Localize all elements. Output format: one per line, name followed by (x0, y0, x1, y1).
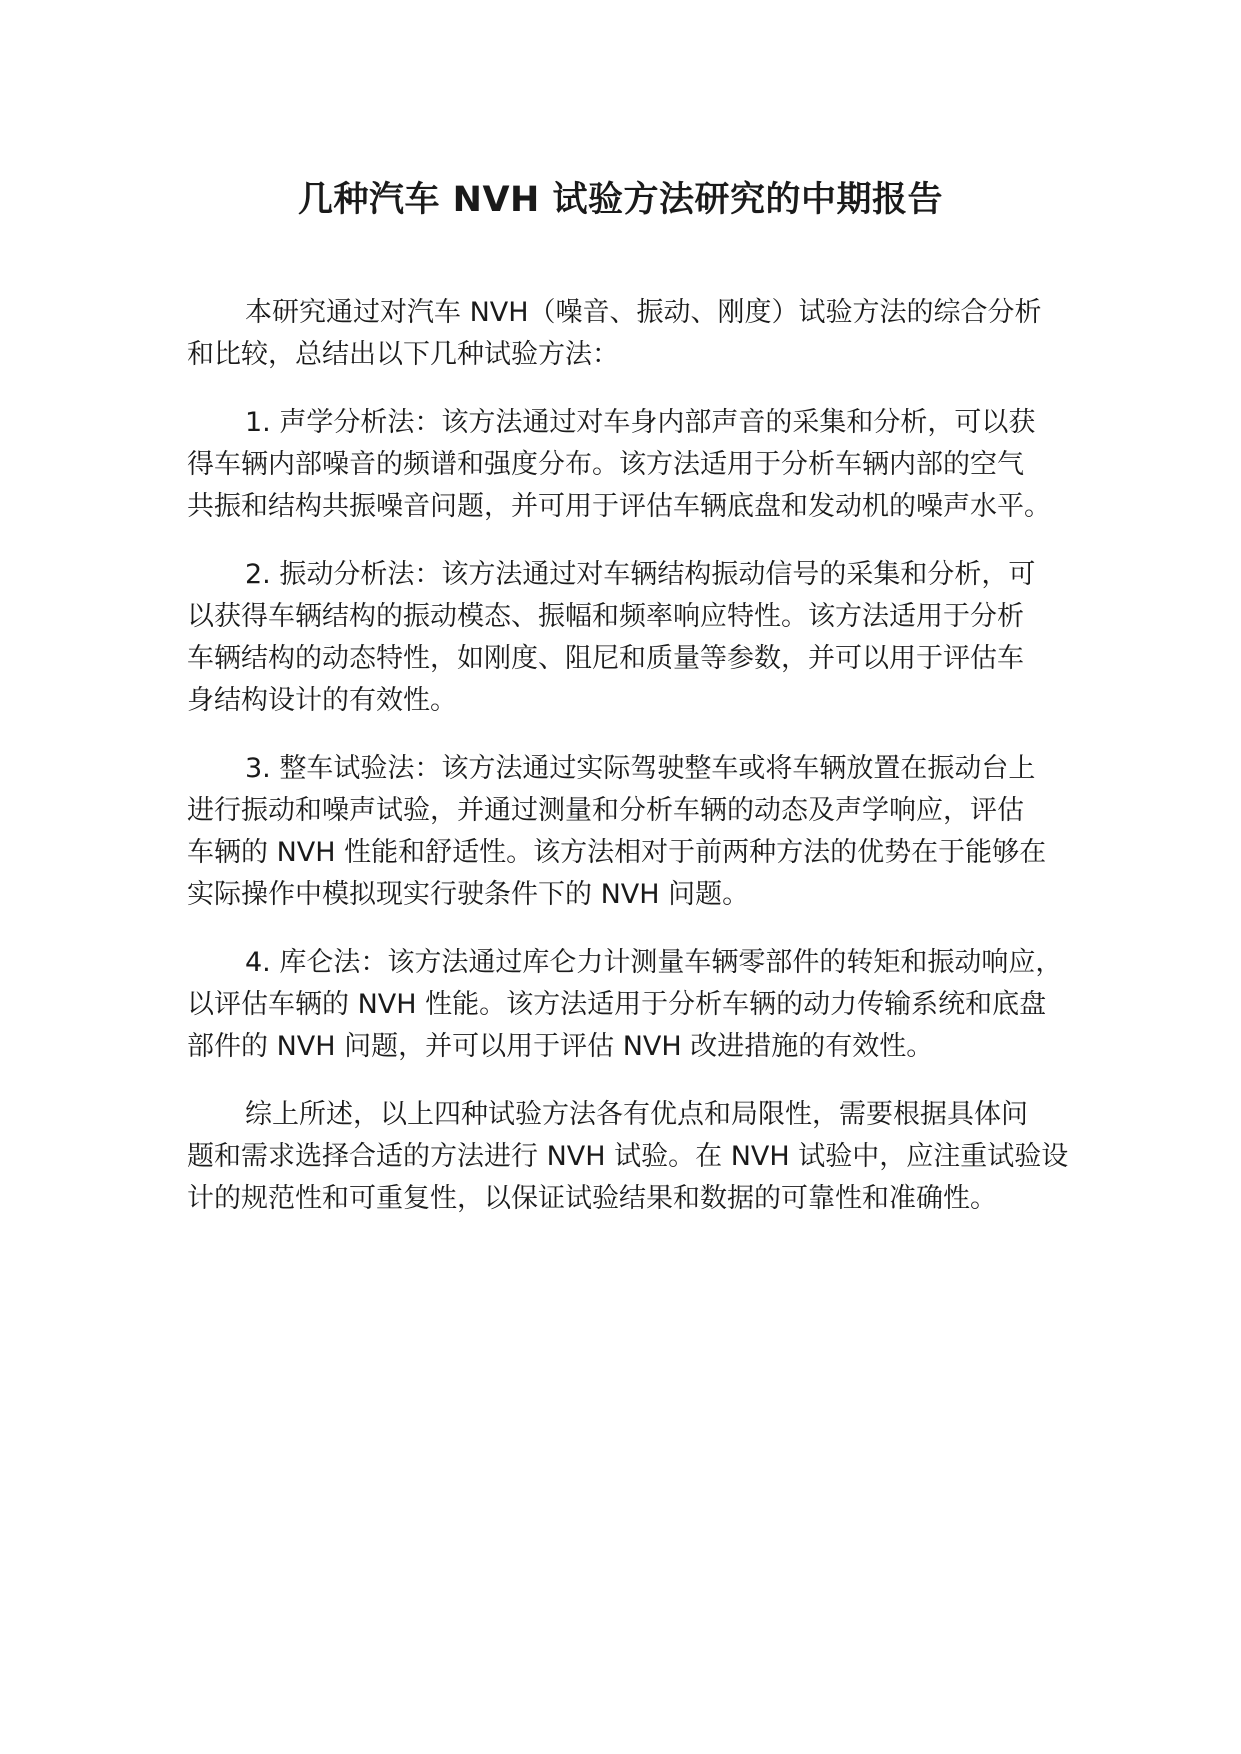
paragraph-line: 综上所述，以上四种试验方法各有优点和局限性，需要根据具体问 (245, 1099, 1028, 1130)
paragraph-intro (187, 292, 1087, 376)
document-title: 几种汽车 NVH 试验方法研究的中期报告 (297, 180, 944, 220)
paragraph-line: 以评估车辆的 NVH 性能。该方法适用于分析车辆的动力传输系统和底盘 (187, 989, 1047, 1020)
paragraph-line: 1. 声学分析法：该方法通过对车身内部声音的采集和分析，可以获 (245, 407, 1036, 438)
paragraph-line: 以获得车辆结构的振动模态、振幅和频率响应特性。该方法适用于分析 (187, 601, 1024, 632)
paragraph-coulomb-method (187, 942, 1087, 1068)
paragraph-line: 本研究通过对汽车 NVH（噪音、振动、刚度）试验方法的综合分析 (245, 297, 1042, 328)
paragraph-conclusion (187, 1094, 1087, 1220)
document-body (187, 292, 1087, 1246)
paragraph-full-vehicle-method (187, 748, 1087, 916)
paragraph-line: 4. 库仑法：该方法通过库仑力计测量车辆零部件的转矩和振动响应， (245, 947, 1063, 978)
paragraph-line: 和比较，总结出以下几种试验方法： (187, 339, 619, 370)
paragraph-line: 身结构设计的有效性。 (187, 685, 457, 716)
paragraph-line: 计的规范性和可重复性，以保证试验结果和数据的可靠性和准确性。 (187, 1183, 997, 1214)
paragraph-line: 进行振动和噪声试验，并通过测量和分析车辆的动态及声学响应，评估 (187, 795, 1024, 826)
paragraph-line: 3. 整车试验法：该方法通过实际驾驶整车或将车辆放置在振动台上 (245, 753, 1036, 784)
paragraph-line: 题和需求选择合适的方法进行 NVH 试验。在 NVH 试验中，应注重试验设 (187, 1141, 1069, 1172)
paragraph-vibration-method (187, 554, 1087, 722)
paragraph-line: 部件的 NVH 问题，并可以用于评估 NVH 改进措施的有效性。 (187, 1031, 934, 1062)
paragraph-acoustic-method (187, 402, 1087, 528)
paragraph-line: 车辆结构的动态特性，如刚度、阻尼和质量等参数，并可以用于评估车 (187, 643, 1024, 674)
paragraph-line: 实际操作中模拟现实行驶条件下的 NVH 问题。 (187, 879, 750, 910)
paragraph-line: 得车辆内部噪音的频谱和强度分布。该方法适用于分析车辆内部的空气 (187, 449, 1024, 480)
paragraph-line: 共振和结构共振噪音问题，并可用于评估车辆底盘和发动机的噪声水平。 (187, 491, 1051, 522)
paragraph-line: 2. 振动分析法：该方法通过对车辆结构振动信号的采集和分析，可 (245, 559, 1036, 590)
paragraph-line: 车辆的 NVH 性能和舒适性。该方法相对于前两种方法的优势在于能够在 (187, 837, 1047, 868)
